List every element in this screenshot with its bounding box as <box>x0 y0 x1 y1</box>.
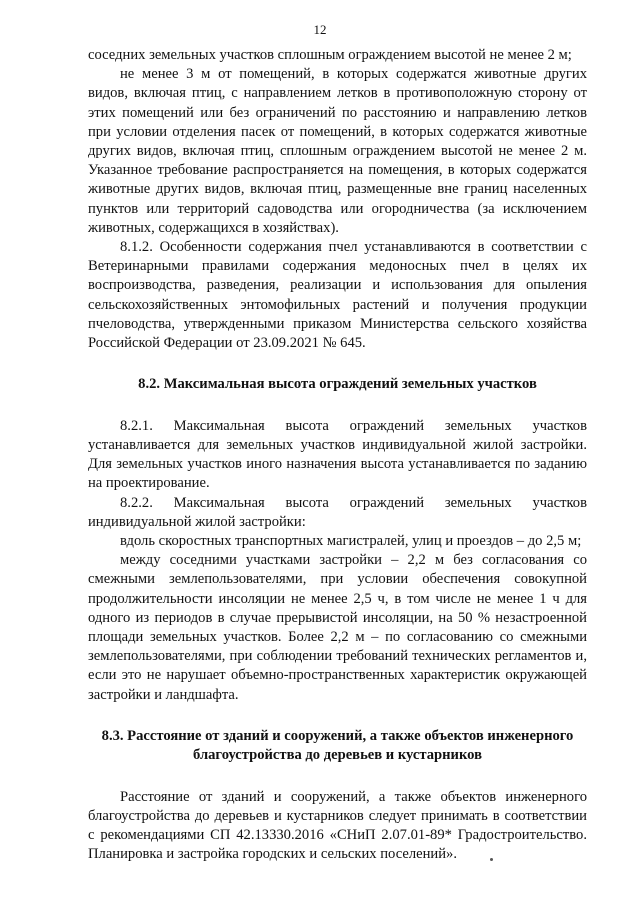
scan-speck <box>490 858 493 861</box>
paragraph-8-3: Расстояние от зданий и сооружений, а также объектов инженерного благоустройства до деревьев и кустарников следует принимать в соответствии с рекомендациями СП 42.13330.2016 «СНиП 2.07.01-89* Градостроительство. Планировка и застройка городских и сельских поселений». <box>88 788 587 863</box>
paragraph-distance-from-premises: не менее 3 м от помещений, в которых содержатся животные других видов, включая птиц, с направлением летков в противоположную сторону от этих помещений или без ограничений по расстоянию и направлению летков при условии отделения пасек от помещений, в которых содержатся животные других видов, включая птиц, сплошным ограждением высотой не менее 2 м. Указанное требование распространяется на помещения, в которых содержатся животные других видов, включая птиц, размещенные вне границ населенных пунктов или территорий садоводства или огородничества (за исключением животных, содержащихся в хозяйствах). <box>88 66 587 236</box>
section-title-8-2: 8.2. Максимальная высота ограждений земельных участков <box>138 376 537 393</box>
paragraph-along-highways: вдоль скоростных транспортных магистралей, улиц и проездов – до 2,5 м; <box>120 532 582 549</box>
document-body <box>88 46 587 865</box>
paragraph-8-2-1: 8.2.1. Максимальная высота ограждений земельных участков устанавливается для земельных участков индивидуальной жилой застройки. Для земельных участков иного назначения высота устанавливается по заданию на проектирование. <box>88 417 587 492</box>
section-title-8-3: 8.3. Расстояние от зданий и сооружений, а также объектов инженерного благоустройства до деревьев и кустарников <box>101 727 574 764</box>
paragraph-8-1-2: 8.1.2. Особенности содержания пчел устанавливаются в соответствии с Ветеринарными правилами содержания медоносных пчел в целях их воспроизводства, разведения, реализации и использования для опыления сельскохозяйственных энтомофильных растений и получения продукции пчеловодства, утвержденными приказом Министерства сельского хозяйства Российской Федерации от 23.09.2021 № 645. <box>88 239 587 352</box>
page-number: 12 <box>313 22 327 37</box>
paragraph-between-neighbors: между соседними участками застройки – 2,2 м без согласования со смежными землепользователями, при условии обеспечения совокупной продолжительности инсоляции не менее 2,5 ч, в том числе не менее 1 ч для одного из периодов в случае прерывистой инсоляции, на 50 % незастроенной площади земельных участков. Более 2,2 м – по согласованию со смежными землепользователями, при соблюдении требований технических регламентов и, если это не нарушает объемно-пространственных характеристик окружающей застройки и ландшафта. <box>88 552 587 703</box>
paragraph-8-2-2: 8.2.2. Максимальная высота ограждений земельных участков индивидуальной жилой застройки: <box>88 494 587 530</box>
paragraph-fence-neighbors: соседних земельных участков сплошным ограждением высотой не менее 2 м; <box>88 47 572 63</box>
